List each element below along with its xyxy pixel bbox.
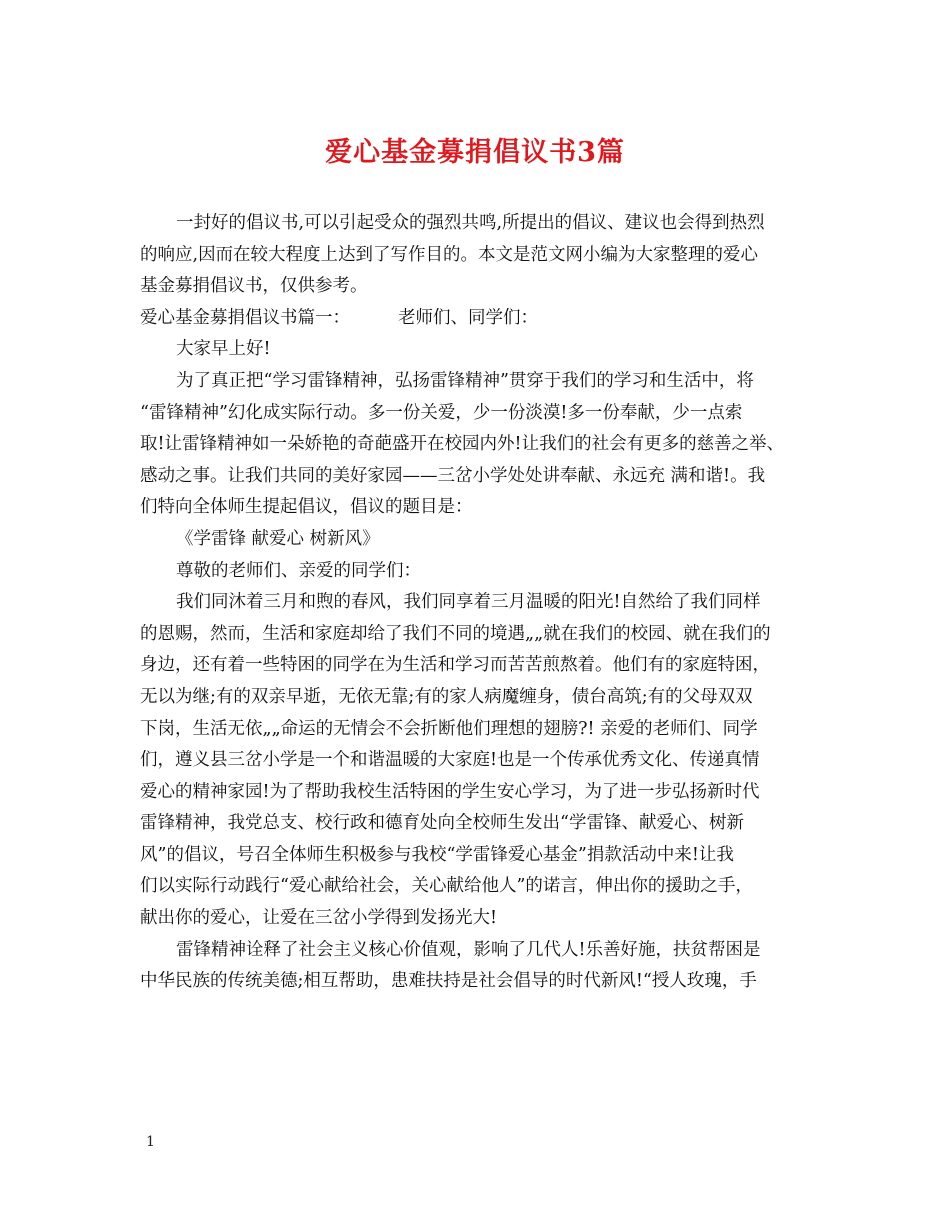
section-heading: 爱心基金募捐倡议书篇一： — [140, 307, 350, 328]
paragraph-line: 下岗，生活无依„„命运的无情会不会折断他们理想的翅膀?! 亲爱的老师们、同学 — [140, 718, 758, 739]
paragraph-line: 风”的倡议，号召全体师生积极参与我校“学雷锋爱心基金”捐款活动中来!让我 — [140, 844, 734, 865]
paragraph-line: 基金募捐倡议书，仅供参考。 — [140, 276, 368, 297]
paragraph-line: 雷锋精神，我党总支、校行政和德育处向全校师生发出“学雷锋、献爱心、树新 — [140, 813, 744, 834]
paragraph-line: 无以为继;有的双亲早逝，无依无靠;有的家人病魔缠身，债台高筑;有的父母双双 — [140, 686, 753, 707]
paragraph-line: 的恩赐，然而，生活和家庭却给了我们不同的境遇„„就在我们的校园、就在我们的 — [140, 623, 771, 644]
page-number: 1 — [146, 1134, 155, 1150]
paragraph-line: 爱心的精神家园!为了帮助我校生活特困的学生安心学习，为了进一步弘扬新时代 — [140, 781, 760, 802]
paragraph-line: 身边，还有着一些特困的同学在为生活和学习而苦苦煎熬着。他们有的家庭特困， — [140, 655, 770, 676]
paragraph-line: 们以实际行动践行“爱心献给社会，关心献给他人”的诺言，伸出你的援助之手， — [140, 876, 753, 897]
paragraph-line: 我们同沐着三月和煦的春风，我们同享着三月温暖的阳光!自然给了我们同样 — [176, 592, 761, 613]
paragraph-line: 献出你的爱心，让爱在三岔小学得到发扬光大! — [140, 908, 498, 929]
paragraph-line: 感动之事。让我们共同的美好家园——三岔小学处处讲奉献、永远充 满和谐!。我 — [140, 465, 766, 486]
salutation-line: 尊敬的老师们、亲爱的同学们： — [176, 560, 421, 581]
paragraph-line: 们，遵义县三岔小学是一个和谐温暖的大家庭!也是一个传承优秀文化、传递真情 — [140, 750, 760, 771]
paragraph-line: 的响应,因而在较大程度上达到了写作目的。本文是范文网小编为大家整理的爱心 — [140, 244, 759, 265]
document-title: 爱心基金募捐倡议书3篇 — [325, 137, 625, 168]
paragraph-line: 为了真正把“学习雷锋精神，弘扬雷锋精神”贯穿于我们的学习和生活中，将 — [176, 370, 754, 391]
document-body — [140, 208, 820, 998]
paragraph-line: 中华民族的传统美德;相互帮助，患难扶持是社会倡导的时代新风!“授人玫瑰，手 — [140, 971, 757, 992]
paragraph-line: 一封好的倡议书,可以引起受众的强烈共鸣,所提出的倡议、建议也会得到热烈 — [176, 213, 765, 233]
paragraph-line: 取!让雷锋精神如一朵娇艳的奇葩盛开在校园内外!让我们的社会有更多的慈善之举、 — [140, 434, 785, 455]
salutation: 老师们、同学们： — [398, 307, 538, 328]
paragraph-line: “雷锋精神”幻化成实际行动。多一份关爱，少一份淡漠!多一份奉献，少一点索 — [140, 402, 743, 423]
greeting-line: 大家早上好! — [176, 339, 271, 360]
proposal-title: 《学雷锋 献爱心 树新风》 — [176, 528, 380, 549]
paragraph-line: 们特向全体师生提起倡议，倡议的题目是： — [140, 497, 473, 518]
paragraph-line: 雷锋精神诠释了社会主义核心价值观，影响了几代人!乐善好施，扶贫帮困是 — [176, 939, 761, 960]
section-heading-line — [140, 303, 820, 335]
